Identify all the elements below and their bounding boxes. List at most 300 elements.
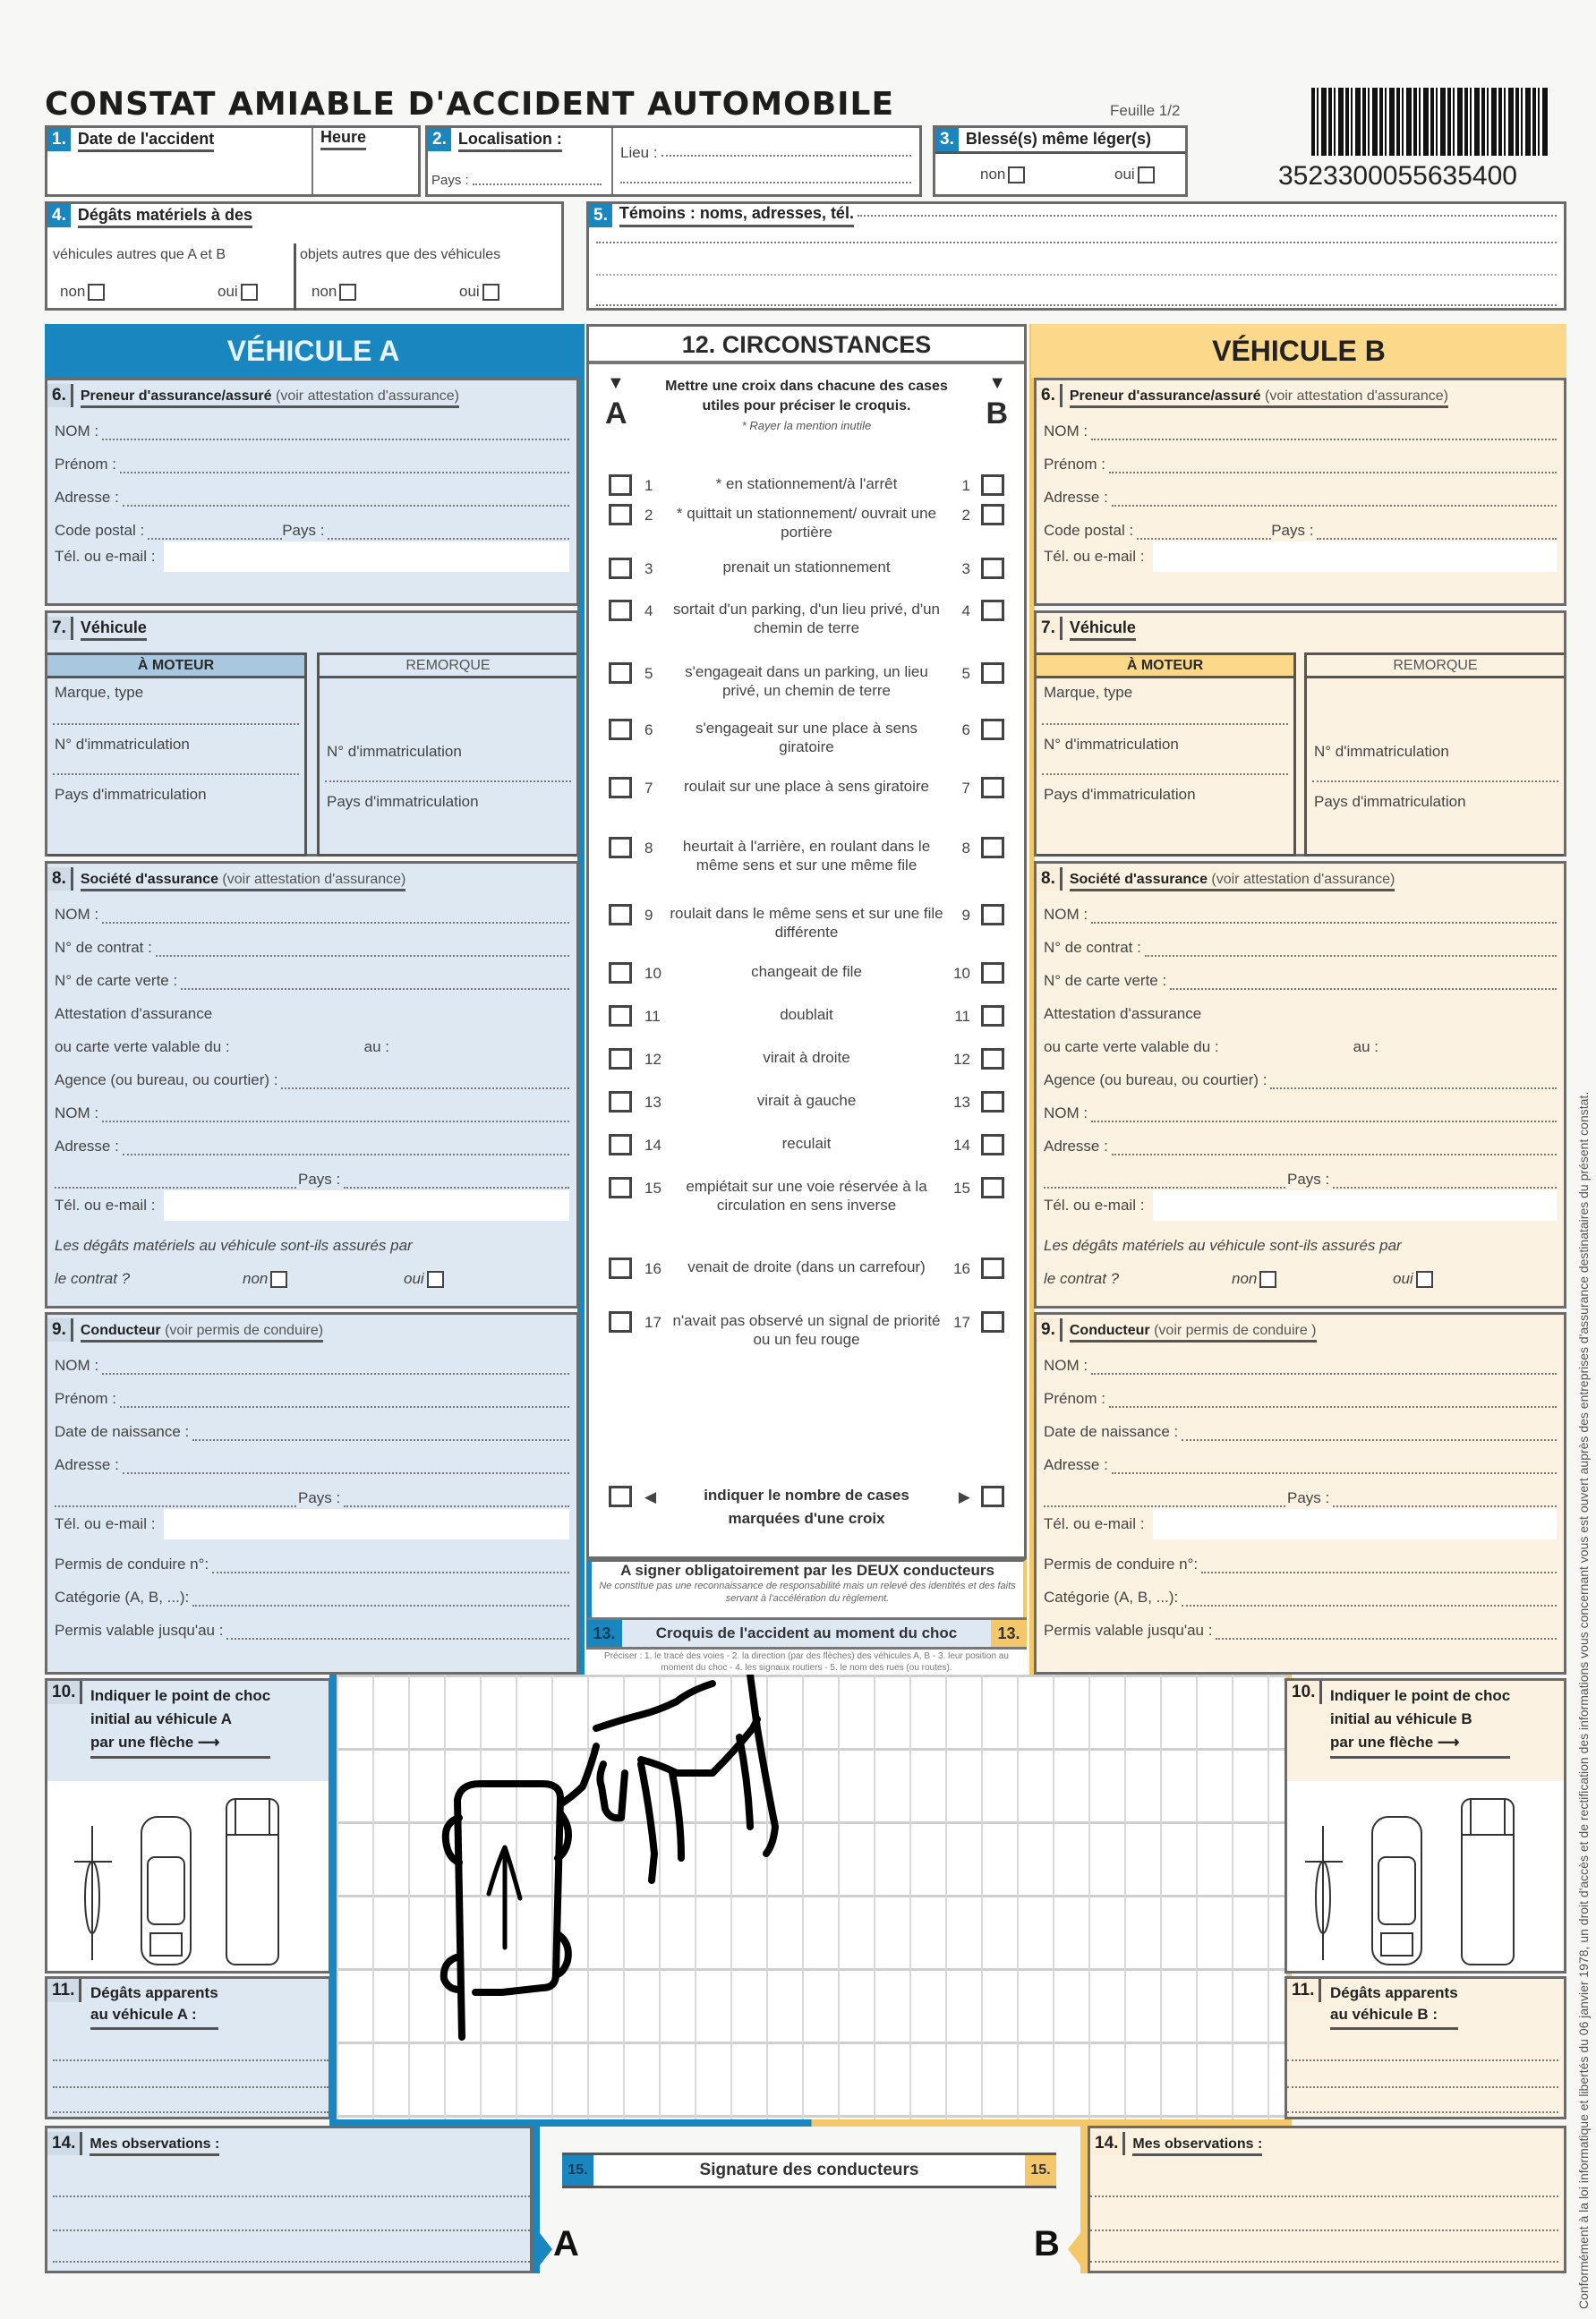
- field-label: Attestation d'assurance: [55, 1005, 213, 1022]
- field-label: NOM :: [55, 1104, 99, 1121]
- instruction-line-2: utiles pour préciser le croquis.: [702, 398, 911, 413]
- circumstance-number-b: 16: [953, 1260, 970, 1277]
- circumstance-a-checkbox[interactable]: [609, 1091, 632, 1113]
- count-label-2: marquées d'une croix: [728, 1510, 885, 1527]
- insured-sublabel: (voir attestation d'assurance): [276, 388, 459, 404]
- circumstance-number-b: 7: [961, 780, 970, 797]
- section-4-material-damage: [45, 201, 564, 311]
- b-validity-field[interactable]: [1037, 1023, 1564, 1056]
- field-label: NOM :: [55, 422, 99, 439]
- vehicle-a-corner-bar: [533, 2126, 540, 2273]
- b-driver-tel-field[interactable]: [1037, 1507, 1564, 1540]
- a-validity-field[interactable]: [47, 1023, 576, 1056]
- circumstance-row: [589, 837, 1024, 874]
- registration-country-label: Pays d'immatriculation: [1044, 786, 1196, 803]
- a-insured-firstname-field[interactable]: [47, 440, 576, 473]
- circumstance-number-a: 14: [644, 1137, 661, 1154]
- insurer-label: Société d'assurance: [80, 872, 218, 887]
- sketch-vehicle-b: [672, 1773, 681, 1858]
- other-objects-label: objets autres que des véhicules: [300, 247, 501, 262]
- b-insured-address-field[interactable]: [1037, 473, 1564, 507]
- circumstance-b-checkbox[interactable]: [981, 558, 1004, 579]
- injured-yes-label: oui: [1114, 166, 1135, 183]
- injured-label: Blessé(s) même léger(s): [965, 130, 1151, 148]
- objects-yes-checkbox[interactable]: [482, 284, 499, 301]
- impact-label-1: Indiquer le point de choc: [1330, 1687, 1511, 1704]
- country-field[interactable]: [431, 173, 602, 188]
- a-driver-country-field[interactable]: [47, 1474, 576, 1507]
- section-number-b: 13.: [991, 1620, 1027, 1647]
- sketch-vehicle-a: [457, 1784, 560, 2037]
- circumstance-a-checkbox[interactable]: [609, 1177, 632, 1198]
- a-agency-address-field[interactable]: [47, 1122, 576, 1155]
- sketch-vehicle-b: [641, 1764, 654, 1880]
- vehicles-no-checkbox[interactable]: [88, 284, 105, 301]
- section-number: 9.: [47, 1318, 73, 1342]
- circumstance-b-checkbox[interactable]: [981, 662, 1004, 684]
- a-agency-tel-field[interactable]: [47, 1189, 576, 1222]
- driver-sublabel: (voir permis de conduire ): [1154, 1323, 1317, 1338]
- insurer-label: Société d'assurance: [1069, 872, 1208, 887]
- place-label: Lieu :: [620, 144, 658, 161]
- field-label: Date de naissance :: [55, 1423, 190, 1440]
- field-label: Prénom :: [55, 1390, 116, 1407]
- b-agency-address-field[interactable]: [1037, 1122, 1564, 1155]
- section-2-location: [425, 125, 922, 197]
- circumstance-number-a: 6: [644, 721, 653, 738]
- vehicle-a-section-10: [45, 1678, 331, 1974]
- a-agency-name-field[interactable]: [47, 1089, 576, 1122]
- sketch-arrow: [489, 1847, 520, 1948]
- sketch-title: Croquis de l'accident au moment du choc: [655, 1624, 958, 1641]
- circumstance-number-a: 1: [644, 477, 653, 494]
- b-insured-name-field[interactable]: [1037, 407, 1564, 440]
- insurer-sublabel: (voir attestation d'assurance): [1211, 872, 1395, 887]
- circumstance-b-checkbox[interactable]: [981, 962, 1004, 984]
- field-label: Tél. ou e-mail :: [1044, 1196, 1145, 1214]
- circumstance-a-checkbox[interactable]: [609, 904, 632, 925]
- section-number: 7.: [1037, 617, 1063, 640]
- b-driver-name-field[interactable]: [1037, 1342, 1564, 1375]
- damage-question: Les dégâts matériels au véhicule sont-ils assurés par: [55, 1237, 413, 1254]
- hand-drawn-sketch: [337, 1675, 1285, 2118]
- circumstance-number-b: 8: [961, 840, 970, 857]
- a-insurer-name-field[interactable]: [47, 891, 576, 924]
- vehicle-b-section-10: [1284, 1678, 1566, 1974]
- impact-label-3: par une flèche: [1330, 1734, 1434, 1751]
- vehicle-a-section-6: [45, 378, 579, 606]
- column-b-label: B: [986, 396, 1008, 431]
- driver-label: Conducteur: [1069, 1323, 1150, 1338]
- circumstance-label: * en stationnement/à l'arrêt: [715, 475, 898, 492]
- circumstance-number-b: 3: [961, 560, 970, 577]
- damage-question-end: le contrat ?: [1044, 1270, 1120, 1287]
- b-insured-postal-field[interactable]: [1037, 507, 1564, 540]
- circumstance-number-b: 11: [954, 1008, 970, 1025]
- a-agency-country-field[interactable]: [47, 1155, 576, 1189]
- damage-visible-label-2: au véhicule B :: [1330, 2004, 1458, 2030]
- circumstances-title: 12. CIRCONSTANCES: [589, 327, 1024, 364]
- damage-yes-label: oui: [1393, 1269, 1413, 1287]
- section-number: 13.: [586, 1620, 622, 1647]
- field-label: Code postal :: [1044, 522, 1134, 539]
- b-green-card-field[interactable]: [1037, 957, 1564, 990]
- a-insured-address-field[interactable]: [47, 473, 576, 507]
- section-number: 11.: [1287, 1979, 1321, 2002]
- count-row: [589, 1486, 1024, 1533]
- a-insured-name-field[interactable]: [47, 407, 576, 440]
- circumstance-row: [589, 1258, 1024, 1276]
- vehicle-silhouettes-icon: [1287, 1781, 1566, 1971]
- damage-question-end: le contrat ?: [55, 1270, 131, 1287]
- field-label: Catégorie (A, B, ...):: [55, 1589, 190, 1606]
- b-driver-firstname-field[interactable]: [1037, 1375, 1564, 1408]
- b-damage-yes-checkbox[interactable]: [1416, 1271, 1433, 1288]
- damage-label: Dégâts matériels à des: [78, 206, 252, 228]
- circumstance-row: [589, 600, 1024, 637]
- b-agency-field[interactable]: [1037, 1056, 1564, 1089]
- circumstance-b-checkbox[interactable]: [981, 504, 1004, 525]
- circumstance-number-b: 4: [961, 602, 970, 619]
- a-driver-address-field[interactable]: [47, 1441, 576, 1474]
- circumstance-a-checkbox[interactable]: [609, 662, 632, 684]
- country-label: Pays :: [431, 173, 469, 188]
- vehicle-a-section-11: [45, 1976, 331, 2119]
- field-label: Tél. ou e-mail :: [55, 1514, 156, 1532]
- circumstance-b-checkbox[interactable]: [981, 719, 1004, 740]
- section-1-date: [45, 125, 421, 197]
- trailer-header: REMORQUE: [320, 655, 576, 678]
- circumstance-number-a: 10: [644, 965, 661, 982]
- a-driver-birthdate-field[interactable]: [47, 1408, 576, 1441]
- a-driver-name-field[interactable]: [47, 1342, 576, 1375]
- sketch-area[interactable]: [329, 1675, 1292, 2127]
- b-agency-country-field[interactable]: [1037, 1155, 1564, 1189]
- a-green-card-field[interactable]: [47, 957, 576, 990]
- circumstance-a-checkbox[interactable]: [609, 1048, 632, 1070]
- circumstance-b-checkbox[interactable]: [981, 904, 1004, 925]
- observations-label: Mes observations :: [1132, 2136, 1262, 2156]
- impact-label-2: initial au véhicule B: [1330, 1710, 1472, 1727]
- b-contract-field[interactable]: [1037, 924, 1564, 957]
- section-3-injured: [933, 125, 1188, 197]
- field-label: N° de contrat :: [55, 939, 152, 956]
- circumstance-a-checkbox[interactable]: [609, 837, 632, 858]
- section-number: 11.: [47, 1979, 81, 2002]
- signature-b-area[interactable]: [810, 2193, 1052, 2273]
- section-number: 5.: [589, 204, 612, 227]
- circumstance-number-a: 4: [644, 602, 653, 619]
- driver-label: Conducteur: [80, 1323, 161, 1338]
- vehicle-a-section-9: [45, 1312, 579, 1675]
- field-label: Agence (ou bureau, ou courtier) :: [55, 1071, 278, 1088]
- a-impact-diagram[interactable]: [47, 1781, 329, 1971]
- circumstance-row: [589, 1311, 1024, 1349]
- field-label: Permis valable jusqu'au :: [1044, 1622, 1213, 1639]
- field-label: Adresse :: [1044, 1456, 1108, 1473]
- circumstance-number-b: 10: [953, 965, 970, 982]
- vehicle-b-section-7: [1034, 610, 1566, 857]
- b-damage-no-checkbox[interactable]: [1259, 1271, 1276, 1288]
- circumstance-row: [589, 474, 1024, 493]
- circumstance-label: doublait: [780, 1006, 833, 1023]
- vehicle-a-section-7: [45, 610, 579, 857]
- circumstance-number-a: 16: [644, 1260, 661, 1277]
- form-title: CONSTAT AMIABLE D'ACCIDENT AUTOMOBILE: [45, 86, 895, 123]
- field-label: Tél. ou e-mail :: [1044, 1514, 1145, 1532]
- field-label: N° de carte verte :: [55, 972, 178, 989]
- b-driver-birthdate-field[interactable]: [1037, 1408, 1564, 1441]
- arrow-right-icon: ⟶: [198, 1734, 220, 1751]
- circumstance-b-checkbox[interactable]: [981, 1258, 1004, 1279]
- vehicles-yes-label: oui: [218, 283, 238, 300]
- sheet-number: Feuille 1/2: [1110, 102, 1181, 119]
- vehicle-b-section-14: [1088, 2126, 1566, 2273]
- registration-country-label: Pays d'immatriculation: [55, 786, 207, 803]
- a-category-field[interactable]: [47, 1573, 576, 1607]
- legal-side-note-text: Conformément à la loi informatique et libertés du 06 janvier 1978, un droit d'accès et de rectification des informations vous concernant vous est ouvert auprès des entreprises d'assurance destinataires du présent constat.: [1576, 1091, 1591, 2309]
- b-insured-tel-field[interactable]: [1037, 540, 1564, 573]
- circumstance-a-checkbox[interactable]: [609, 600, 632, 621]
- circumstance-number-a: 2: [644, 507, 653, 524]
- circumstance-a-checkbox[interactable]: [609, 558, 632, 579]
- triangle-down-b-icon: ▼: [988, 373, 1006, 393]
- circumstance-a-checkbox[interactable]: [609, 1005, 632, 1027]
- corner-arrow-a-icon: [540, 2233, 552, 2265]
- circumstance-row: [589, 662, 1024, 700]
- field-label: Pays :: [1271, 522, 1314, 539]
- a-license-valid-field[interactable]: [47, 1607, 576, 1640]
- vehicle-a-section-14: [45, 2126, 533, 2273]
- sign-notice: [586, 1559, 1027, 1617]
- date-input[interactable]: [53, 164, 303, 191]
- circumstance-b-checkbox[interactable]: [981, 837, 1004, 858]
- section-number: 8.: [47, 867, 73, 891]
- field-label: Adresse :: [1044, 1138, 1108, 1155]
- circumstance-label: venait de droite (dans un carrefour): [687, 1258, 926, 1275]
- circumstance-number-b: 1: [961, 477, 970, 494]
- time-input[interactable]: [320, 164, 410, 191]
- damage-no-label: non: [243, 1269, 269, 1287]
- field-label: Date de naissance :: [1044, 1423, 1179, 1440]
- trailer-registration-label: N° d'immatriculation: [1314, 743, 1449, 760]
- field-label: Tél. ou e-mail :: [55, 547, 156, 565]
- sketch-vehicle-b: [600, 1764, 625, 1818]
- field-label: N° de contrat :: [1044, 939, 1141, 956]
- field-label: Permis de conduire n°:: [55, 1556, 209, 1573]
- circumstance-number-b: 2: [961, 507, 970, 524]
- field-label: Tél. ou e-mail :: [1044, 547, 1145, 565]
- a-driver-tel-field[interactable]: [47, 1507, 576, 1540]
- circumstance-b-checkbox[interactable]: [981, 1048, 1004, 1070]
- field-label: ou carte verte valable du :: [1044, 1038, 1219, 1055]
- instruction-note: * Rayer la mention inutile: [741, 419, 872, 432]
- field-label: NOM :: [1044, 422, 1088, 439]
- injured-no-label: non: [980, 166, 1006, 183]
- field-label: au :: [363, 1038, 389, 1055]
- sketch-vehicle-b: [560, 1684, 713, 1804]
- field-label: Adresse :: [55, 489, 119, 506]
- section-13-header: [586, 1617, 1027, 1650]
- a-insured-tel-field[interactable]: [47, 540, 576, 573]
- vehicles-yes-checkbox[interactable]: [241, 284, 258, 301]
- circumstance-row: [589, 904, 1024, 942]
- b-driver-country-field[interactable]: [1037, 1474, 1564, 1507]
- a-contract-field[interactable]: [47, 924, 576, 957]
- field-label: Tél. ou e-mail :: [55, 1196, 156, 1214]
- circumstance-number-a: 13: [644, 1094, 661, 1111]
- circumstance-label: * quittait un stationnement/ ouvrait une portière: [676, 505, 937, 541]
- objects-no-label: non: [312, 283, 337, 300]
- circumstance-b-checkbox[interactable]: [981, 1091, 1004, 1113]
- b-driver-address-field[interactable]: [1037, 1441, 1564, 1474]
- section-12-circumstances: [586, 324, 1027, 1559]
- circumstance-number-b: 6: [961, 721, 970, 738]
- section-number: 14.: [1090, 2132, 1125, 2155]
- section-number: 4.: [47, 204, 71, 227]
- vehicle-silhouettes-icon: [47, 1781, 331, 1971]
- a-license-field[interactable]: [47, 1540, 576, 1573]
- circumstance-row: [589, 1048, 1024, 1067]
- circumstance-number-a: 5: [644, 665, 653, 682]
- injured-yes-checkbox[interactable]: [1138, 166, 1155, 183]
- circumstance-a-checkbox[interactable]: [609, 474, 632, 496]
- barcode: [1311, 88, 1549, 156]
- circumstance-label: roulait sur une place à sens giratoire: [683, 778, 930, 795]
- circumstance-label: empiétait sur une voie réservée à la circulation en sens inverse: [686, 1178, 927, 1214]
- vehicle-b-section-8: [1034, 861, 1566, 1309]
- injured-no-checkbox[interactable]: [1008, 166, 1025, 183]
- section-15-signature: [562, 2153, 1056, 2188]
- insured-label: Preneur d'assurance/assuré: [80, 388, 272, 404]
- field-label: Permis de conduire n°:: [1044, 1556, 1199, 1573]
- arrow-right-icon: ⟶: [1438, 1734, 1460, 1751]
- other-vehicles-label: véhicules autres que A et B: [53, 247, 226, 262]
- circumstance-a-checkbox[interactable]: [609, 719, 632, 740]
- instruction-line-1: Mettre une croix dans chacune des cases: [665, 379, 948, 394]
- place-field[interactable]: [620, 144, 911, 162]
- field-label: Attestation d'assurance: [1044, 1005, 1202, 1022]
- section-number-b: 15.: [1025, 2155, 1056, 2186]
- registration-label: N° d'immatriculation: [55, 736, 190, 753]
- b-category-field[interactable]: [1037, 1573, 1564, 1607]
- a-damage-yes-checkbox[interactable]: [427, 1271, 444, 1288]
- sign-title: A signer obligatoirement par les DEUX conducteurs: [620, 1562, 994, 1579]
- make-label: Marque, type: [1044, 684, 1133, 701]
- field-label: NOM :: [1044, 1104, 1088, 1121]
- vehicles-no-label: non: [60, 283, 86, 300]
- field-label: Prénom :: [1044, 1390, 1105, 1407]
- field-label: N° de carte verte :: [1044, 972, 1167, 989]
- circumstance-b-checkbox[interactable]: [981, 474, 1004, 496]
- column-a-label: A: [605, 396, 627, 431]
- circumstance-number-b: 17: [953, 1314, 970, 1331]
- field-label: Pays :: [298, 1171, 341, 1188]
- a-damage-no-checkbox[interactable]: [270, 1271, 287, 1288]
- field-label: Adresse :: [1044, 489, 1108, 506]
- circumstance-a-checkbox[interactable]: [609, 1311, 632, 1333]
- circumstance-number-a: 15: [644, 1180, 661, 1197]
- corner-arrow-b-icon: [1068, 2233, 1080, 2265]
- circumstance-a-checkbox[interactable]: [609, 777, 632, 798]
- circumstance-label: virait à gauche: [756, 1092, 857, 1109]
- circumstance-b-checkbox[interactable]: [981, 1005, 1004, 1027]
- damage-question: Les dégâts matériels au véhicule sont-ils assurés par: [1044, 1237, 1402, 1254]
- section-5-witnesses: [586, 201, 1566, 311]
- circumstance-b-checkbox[interactable]: [981, 1311, 1004, 1333]
- registration-label: N° d'immatriculation: [1044, 736, 1179, 753]
- field-label: NOM :: [1044, 1357, 1088, 1374]
- b-insurer-name-field[interactable]: [1037, 891, 1564, 924]
- circumstance-label: changeait de file: [751, 963, 862, 980]
- a-agency-field[interactable]: [47, 1056, 576, 1089]
- count-b-box[interactable]: [981, 1486, 1004, 1507]
- circumstance-row: [589, 777, 1024, 796]
- circumstance-b-checkbox[interactable]: [981, 777, 1004, 798]
- triangle-left-icon: ◀: [644, 1488, 657, 1505]
- objects-no-checkbox[interactable]: [339, 284, 356, 301]
- circumstance-label: virait à droite: [763, 1049, 850, 1066]
- circumstance-row: [589, 1177, 1024, 1215]
- b-license-field[interactable]: [1037, 1540, 1564, 1573]
- circumstance-a-checkbox[interactable]: [609, 1134, 632, 1155]
- circumstance-b-checkbox[interactable]: [981, 1134, 1004, 1155]
- circumstance-number-a: 3: [644, 560, 653, 577]
- insured-label: Preneur d'assurance/assuré: [1069, 388, 1261, 404]
- section-number: 14.: [47, 2132, 82, 2155]
- circumstance-number-a: 9: [644, 907, 653, 924]
- circumstance-number-b: 12: [953, 1051, 970, 1068]
- damage-visible-label-2: au véhicule A :: [90, 2004, 218, 2030]
- circumstance-b-checkbox[interactable]: [981, 1177, 1004, 1198]
- b-insured-firstname-field[interactable]: [1037, 440, 1564, 473]
- a-driver-firstname-field[interactable]: [47, 1375, 576, 1408]
- circumstance-number-b: 9: [961, 907, 970, 924]
- circumstance-a-checkbox[interactable]: [609, 1258, 632, 1279]
- field-label: Catégorie (A, B, ...):: [1044, 1589, 1179, 1606]
- circumstance-b-checkbox[interactable]: [981, 600, 1004, 621]
- field-label: Adresse :: [55, 1456, 119, 1473]
- field-label: au :: [1353, 1038, 1378, 1055]
- trailer-country-label: Pays d'immatriculation: [327, 793, 479, 810]
- sign-note: Ne constitue pas une reconnaissance de responsabilité mais un relevé des identités et des faits servant à l'accélération du règlement.: [599, 1581, 1016, 1604]
- count-label-1: indiquer le nombre de cases: [704, 1487, 909, 1504]
- field-label: Pays :: [1287, 1489, 1330, 1506]
- trailer-registration-label: N° d'immatriculation: [327, 743, 462, 760]
- field-label: Prénom :: [55, 456, 116, 473]
- b-impact-diagram[interactable]: [1287, 1781, 1564, 1971]
- circumstance-label: s'engageait sur une place à sens giratoire: [695, 720, 918, 755]
- motor-header: À MOTEUR: [47, 655, 304, 678]
- legal-side-note: [1575, 680, 1592, 2309]
- b-license-valid-field[interactable]: [1037, 1607, 1564, 1640]
- circumstance-row: [589, 1134, 1024, 1153]
- b-agency-name-field[interactable]: [1037, 1089, 1564, 1122]
- signature-a-area[interactable]: [562, 2193, 804, 2273]
- section-number: 10.: [1287, 1681, 1322, 1704]
- field-label: Pays :: [282, 522, 325, 539]
- date-label: Date de l'accident: [78, 130, 214, 152]
- section-number: 2.: [428, 128, 451, 151]
- b-agency-tel-field[interactable]: [1037, 1189, 1564, 1222]
- make-label: Marque, type: [55, 684, 144, 701]
- circumstance-a-checkbox[interactable]: [609, 504, 632, 525]
- a-insured-postal-field[interactable]: [47, 507, 576, 540]
- trailer-country-label: Pays d'immatriculation: [1314, 793, 1466, 810]
- circumstance-a-checkbox[interactable]: [609, 962, 632, 984]
- count-a-box[interactable]: [609, 1486, 632, 1507]
- corner-letter-a: A: [553, 2224, 579, 2264]
